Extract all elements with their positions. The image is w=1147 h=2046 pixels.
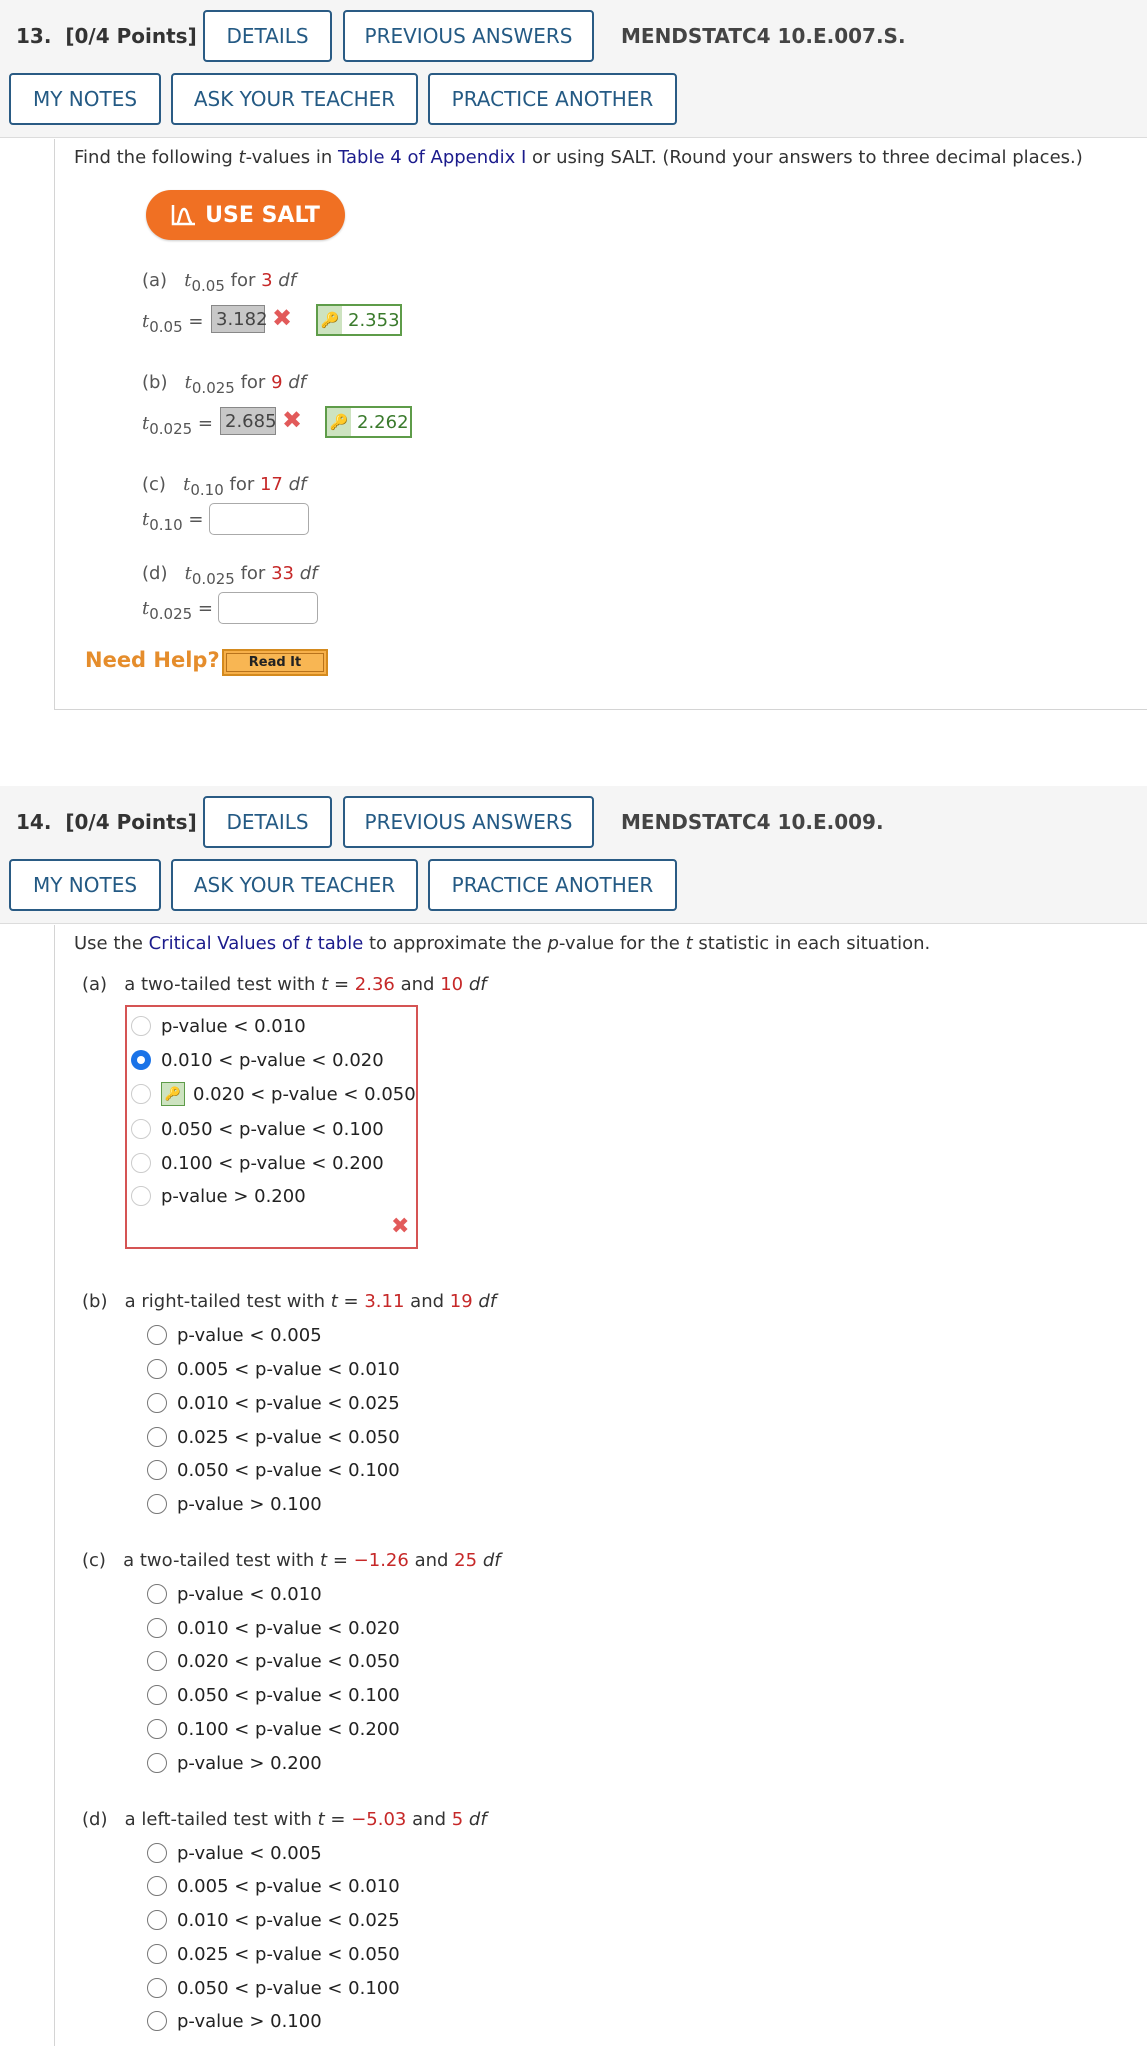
q14a-option[interactable]: p-value > 0.200 xyxy=(131,1181,306,1211)
radio-button[interactable] xyxy=(131,1186,151,1206)
radio-button[interactable] xyxy=(147,1584,167,1604)
q14c-option[interactable]: 0.010 < p-value < 0.020 xyxy=(147,1613,400,1643)
read-it-button[interactable]: Read It xyxy=(222,649,328,676)
q13c-prompt: (c) $t_{0.10}$ for 17 df xyxy=(142,474,307,499)
q13-my-notes-button[interactable]: MY NOTES xyxy=(9,73,161,125)
q14-instructions: Use the Critical Values of t table to approximate the p-value for the t statistic in each situation. xyxy=(74,933,931,954)
q13b-correct-answer: 🔑 2.262 xyxy=(325,406,412,438)
radio-button[interactable] xyxy=(147,1393,167,1413)
q13-ask-teacher-button[interactable]: ASK YOUR TEACHER xyxy=(171,73,418,125)
q14d-option[interactable]: 0.025 < p-value < 0.050 xyxy=(147,1939,400,1969)
radio-button[interactable] xyxy=(147,1651,167,1671)
radio-button[interactable] xyxy=(147,1843,167,1863)
radio-button[interactable] xyxy=(147,1325,167,1345)
q14a-option-correct[interactable]: 🔑 0.020 < p-value < 0.050 xyxy=(131,1079,416,1109)
q14d-option[interactable]: 0.005 < p-value < 0.010 xyxy=(147,1871,400,1901)
q14b-option[interactable]: 0.025 < p-value < 0.050 xyxy=(147,1422,400,1452)
q14c-prompt: (c) a two-tailed test with t = −1.26 and 25 df xyxy=(82,1550,501,1571)
radio-button[interactable] xyxy=(147,1685,167,1705)
q13a-correct-answer: 🔑 2.353 xyxy=(316,304,402,336)
q14c-option[interactable]: 0.100 < p-value < 0.200 xyxy=(147,1714,400,1744)
radio-button[interactable] xyxy=(147,1978,167,1998)
q14-practice-another-button[interactable]: PRACTICE ANOTHER xyxy=(428,859,677,911)
q14-previous-answers-button[interactable]: PREVIOUS ANSWERS xyxy=(343,796,594,848)
q14a-option[interactable]: 0.100 < p-value < 0.200 xyxy=(131,1148,384,1178)
q13-instructions: Find the following t-values in Table 4 of Appendix I or using SALT. (Round your answers to three decimal places.) xyxy=(74,147,1083,168)
q14a-option[interactable]: 0.050 < p-value < 0.100 xyxy=(131,1114,384,1144)
radio-button[interactable] xyxy=(147,1910,167,1930)
q14-code: MENDSTATC4 10.E.009. xyxy=(621,810,884,834)
q14c-option[interactable]: 0.020 < p-value < 0.050 xyxy=(147,1646,400,1676)
q13d-lhs: $t_{0.025}$ = xyxy=(142,598,214,623)
radio-button[interactable] xyxy=(147,1719,167,1739)
q13a-prompt: (a) $t_{0.05}$ for 3 df xyxy=(142,270,297,295)
salt-chart-icon xyxy=(171,203,197,227)
radio-button[interactable] xyxy=(131,1153,151,1173)
q13b-lhs: $t_{0.025}$ = xyxy=(142,413,214,438)
q14b-option[interactable]: 0.005 < p-value < 0.010 xyxy=(147,1354,400,1384)
q14d-option[interactable]: 0.050 < p-value < 0.100 xyxy=(147,1973,400,2003)
q14d-option[interactable]: p-value > 0.100 xyxy=(147,2006,322,2036)
radio-button[interactable] xyxy=(147,1618,167,1638)
q14-ask-teacher-button[interactable]: ASK YOUR TEACHER xyxy=(171,859,418,911)
q13-header xyxy=(0,0,1147,138)
radio-button[interactable] xyxy=(131,1119,151,1139)
q13-details-button[interactable]: DETAILS xyxy=(203,10,332,62)
q13a-lhs: $t_{0.05}$ = xyxy=(142,311,204,336)
key-icon: 🔑 xyxy=(161,1082,185,1106)
radio-button[interactable] xyxy=(131,1084,151,1104)
q14c-option[interactable]: 0.050 < p-value < 0.100 xyxy=(147,1680,400,1710)
q13-previous-answers-button[interactable]: PREVIOUS ANSWERS xyxy=(343,10,594,62)
radio-button[interactable] xyxy=(131,1016,151,1036)
radio-button[interactable] xyxy=(147,1944,167,1964)
q14a-prompt: (a) a two-tailed test with t = 2.36 and 10 df xyxy=(82,974,487,995)
q13-code: MENDSTATC4 10.E.007.S. xyxy=(621,24,906,48)
q13c-answer-input[interactable] xyxy=(209,503,309,535)
x-mark-icon: ✖ xyxy=(391,1214,410,1239)
radio-button[interactable] xyxy=(147,1460,167,1480)
q13-practice-another-button[interactable]: PRACTICE ANOTHER xyxy=(428,73,677,125)
x-mark-icon: ✖ xyxy=(282,406,303,434)
q14c-option[interactable]: p-value > 0.200 xyxy=(147,1748,322,1778)
x-mark-icon: ✖ xyxy=(272,304,293,332)
q13b-prompt: (b) $t_{0.025}$ for 9 df xyxy=(142,372,307,397)
q14-details-button[interactable]: DETAILS xyxy=(203,796,332,848)
radio-button[interactable] xyxy=(147,1359,167,1379)
radio-button[interactable] xyxy=(147,1427,167,1447)
q14b-option[interactable]: 0.050 < p-value < 0.100 xyxy=(147,1455,400,1485)
q14d-prompt: (d) a left-tailed test with t = −5.03 and 5 df xyxy=(82,1809,487,1830)
q14a-option[interactable]: p-value < 0.010 xyxy=(131,1011,306,1041)
q13c-lhs: $t_{0.10}$ = xyxy=(142,509,204,534)
radio-button[interactable] xyxy=(147,1876,167,1896)
q13a-answer-field[interactable]: 3.182 xyxy=(211,305,265,333)
radio-button[interactable] xyxy=(147,1753,167,1773)
q14b-option[interactable]: 0.010 < p-value < 0.025 xyxy=(147,1388,400,1418)
q14d-option[interactable]: p-value < 0.005 xyxy=(147,1838,322,1868)
q14-header xyxy=(0,786,1147,924)
q14c-option[interactable]: p-value < 0.010 xyxy=(147,1579,322,1609)
use-salt-button[interactable]: USE SALT xyxy=(146,190,345,240)
q13b-answer-field[interactable]: 2.685 xyxy=(220,407,276,435)
critical-values-link[interactable]: Critical Values of t table xyxy=(148,933,364,954)
table-4-link[interactable]: Table 4 of Appendix I xyxy=(338,147,527,168)
q14d-option[interactable]: 0.010 < p-value < 0.025 xyxy=(147,1905,400,1935)
key-icon: 🔑 xyxy=(318,306,342,334)
q14-my-notes-button[interactable]: MY NOTES xyxy=(9,859,161,911)
q14-title: 14. [0/4 Points] xyxy=(16,810,197,834)
q14b-option[interactable]: p-value < 0.005 xyxy=(147,1320,322,1350)
q13-title: 13. [0/4 Points] xyxy=(16,24,197,48)
q14b-prompt: (b) a right-tailed test with t = 3.11 and 19 df xyxy=(82,1291,497,1312)
q14b-option[interactable]: p-value > 0.100 xyxy=(147,1489,322,1519)
q13d-answer-input[interactable] xyxy=(218,592,318,624)
need-help-label: Need Help? xyxy=(85,648,220,672)
q13d-prompt: (d) $t_{0.025}$ for 33 df xyxy=(142,563,318,588)
radio-button[interactable] xyxy=(147,2011,167,2031)
radio-button[interactable] xyxy=(147,1494,167,1514)
q14a-option-selected[interactable]: 0.010 < p-value < 0.020 xyxy=(131,1045,384,1075)
key-icon: 🔑 xyxy=(327,408,351,436)
radio-button-selected[interactable] xyxy=(131,1050,151,1070)
